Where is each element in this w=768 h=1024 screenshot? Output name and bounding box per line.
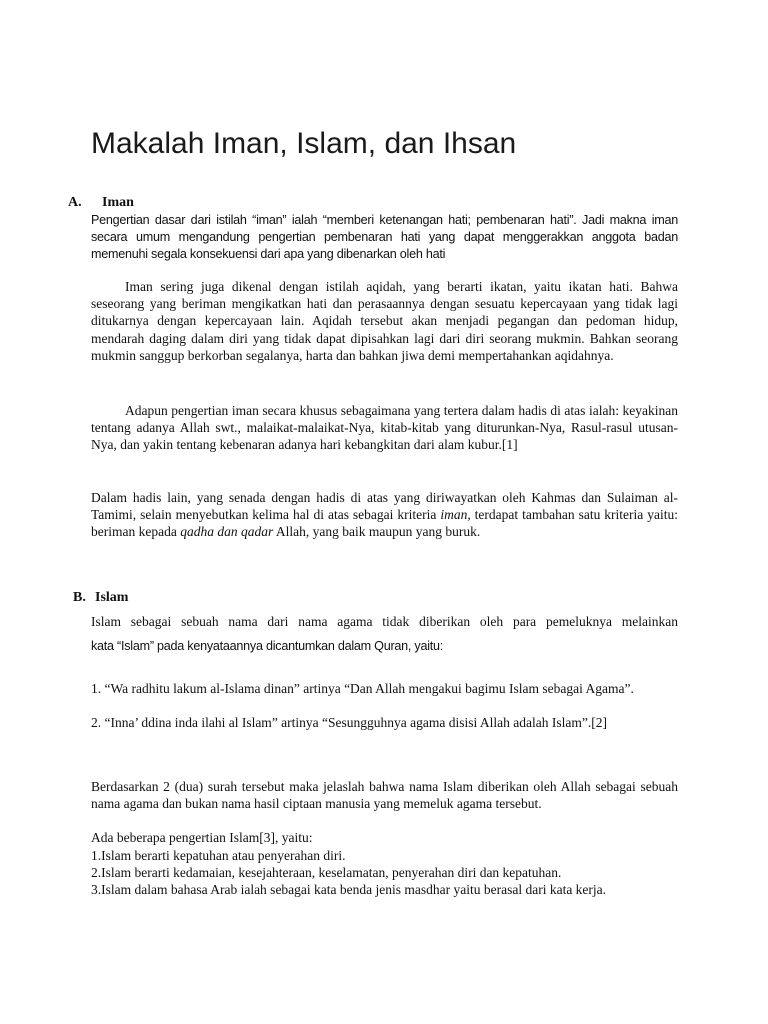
quran-item-2: 2. “Inna’ ddina inda ilahi al Islam” artinya “Sesungguhnya agama disisi Allah adalah Islam”.[2]: [91, 715, 607, 730]
section-b-paragraph-2: Berdasarkan 2 (dua) surah tersebut maka jelaslah bahwa nama Islam diberikan oleh Allah sebagai sebuah nama agama dan bukan nama hasil ciptaan manusia yang memeluk agama tersebut.: [91, 779, 678, 812]
section-b-paragraph-1-line-2: kata “Islam” pada kenyataannya dicantumkan dalam Quran, yaitu:: [91, 639, 444, 654]
document-title: Makalah Iman, Islam, dan Ihsan: [91, 127, 517, 160]
paragraph-4-emphasis-qadha: qadha dan qadar: [180, 524, 274, 540]
section-a-paragraph-4: [91, 489, 678, 541]
paragraph-4-text-c: Allah, yang baik maupun yang buruk.: [273, 524, 481, 540]
section-a-paragraph-3: Adapun pengertian iman secara khusus sebagaimana yang tertera dalam hadis di atas ialah: keyakinan tentang adanya Allah swt., malaikat-malaikat-Nya, kitab-kitab yang diturunkan-Nya, Rasul-rasul utusan-Nya, dan yakin tentang kebenaran adanya hari kebangkitan dari alam kubur.[1]: [91, 403, 678, 453]
paragraph-4-text-b: terdapat tambahan satu kriteria yaitu: beriman kepada: [91, 507, 678, 540]
paragraph-4-emphasis-iman: iman,: [440, 507, 471, 523]
islam-definition-item-3: 3.Islam dalam bahasa Arab ialah sebagai kata benda jenis masdhar yaitu berasal dari kata kerja.: [91, 882, 607, 897]
section-b-paragraph-3: Ada beberapa pengertian Islam[3], yaitu:: [91, 830, 313, 845]
section-a-heading: Iman: [102, 195, 134, 210]
section-b-paragraph-1-line-1: Islam sebagai sebuah nama dari nama agama tidak diberikan oleh para pemeluknya melainkan: [91, 614, 678, 629]
islam-definition-item-2: 2.Islam berarti kedamaian, kesejahteraan, keselamatan, penyerahan diri dan kepatuhan.: [91, 865, 562, 880]
section-b-paragraph-1: [91, 613, 678, 655]
quran-item-1: 1. “Wa radhitu lakum al-Islama dinan” artinya “Dan Allah mengakui bagimu Islam sebagai Agama”.: [91, 681, 634, 696]
paragraph-4-text-a: Dalam hadis lain, yang senada dengan hadis di atas yang diriwayatkan oleh Kahmas dan Sulaiman al-Tamimi, selain menyebutkan kelima hal di atas sebagai kriteria: [91, 490, 678, 523]
section-a-paragraph-2: Iman sering juga dikenal dengan istilah aqidah, yang berarti ikatan, yaitu ikatan hati. Bahwa seseorang yang beriman mengikatkan hati dan perasaannya dengan sesuatu kepercayaan yang tidak lagi ditukarnya dengan kepercayaan lain. Aqidah tersebut akan menjadi pegangan dan pedoman hidup, mendarah daging dalam diri yang tidak dapat dipisahkan lagi dari diri seorang mukmin. Bahkan seorang mukmin sanggup berkorban segalanya, harta dan bahkan jiwa demi mempertahankan aqidahnya.: [91, 279, 678, 363]
section-b-letter: B.: [73, 590, 86, 605]
section-b-heading: Islam: [95, 590, 129, 605]
section-a-letter: A.: [68, 195, 82, 210]
section-a-paragraph-1: Pengertian dasar dari istilah “iman” ialah “memberi ketenangan hati; pembenaran hati”. Jadi makna iman secara umum mengandung pengertian pembenaran hati yang dapat menggerakkan anggota badan memenuhi segala konsekuensi dari apa yang dibenarkan oleh hati: [91, 213, 678, 262]
islam-definition-item-1: 1.Islam berarti kepatuhan atau penyerahan diri.: [91, 848, 346, 863]
